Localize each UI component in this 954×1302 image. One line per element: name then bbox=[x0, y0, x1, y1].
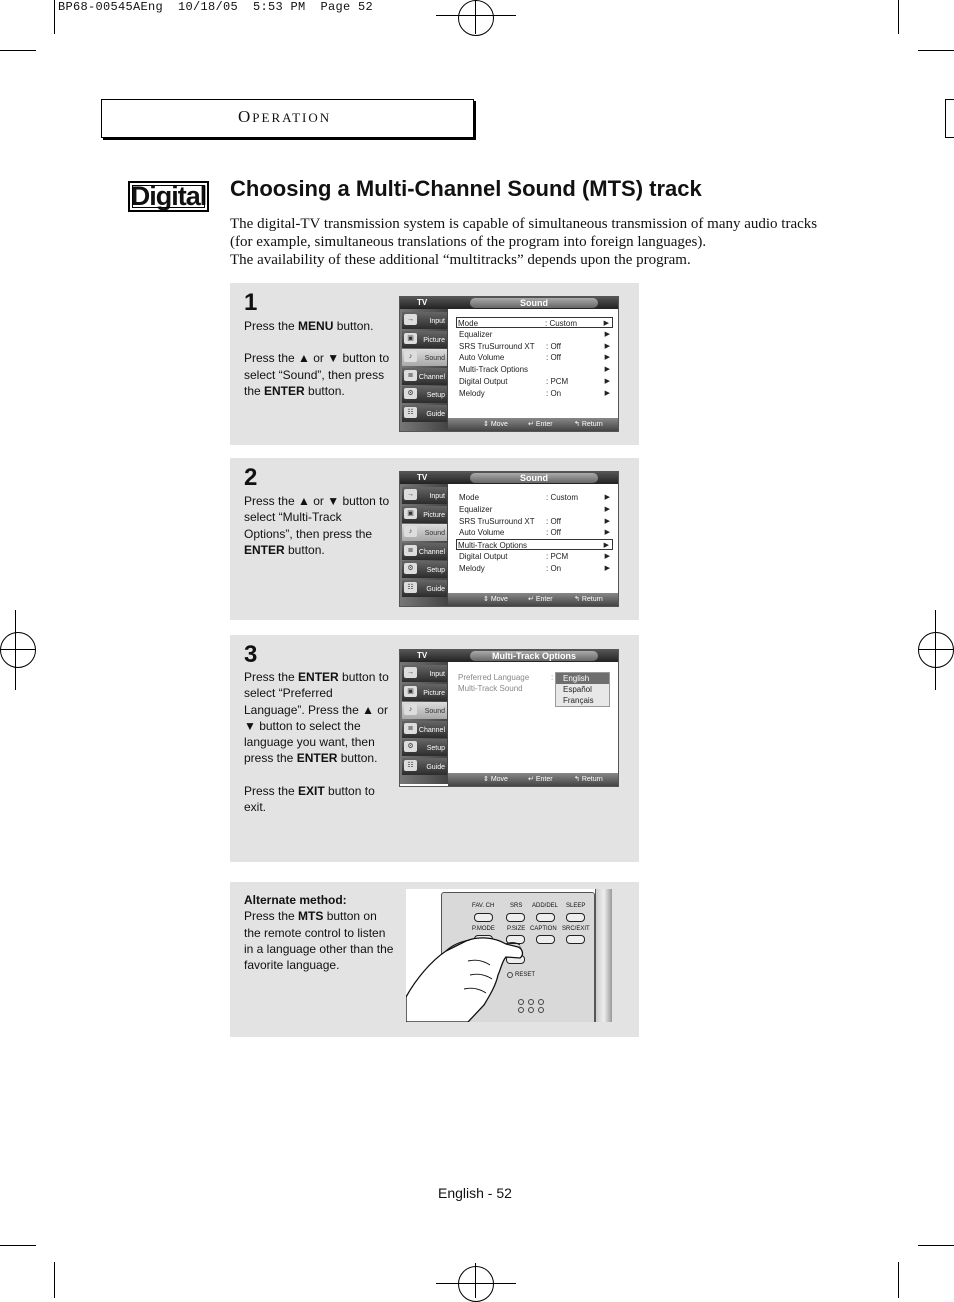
osd-sidebar-label: Guide bbox=[426, 764, 445, 771]
updown-icon: ⇕ bbox=[483, 776, 491, 783]
instruction-text: Press the bbox=[244, 909, 299, 924]
crop-mark bbox=[918, 1245, 954, 1246]
instruction-paragraph bbox=[244, 783, 394, 816]
setup-icon: ⚙ bbox=[404, 388, 417, 399]
osd-row-label: Multi-Track Options bbox=[459, 365, 529, 375]
osd-row-label: Digital Output bbox=[459, 552, 508, 561]
osd-hint-enter bbox=[528, 418, 553, 431]
osd-sidebar-item-picture[interactable] bbox=[402, 331, 447, 348]
instruction-text: button. bbox=[304, 383, 345, 398]
intro-paragraph: The digital-TV transmission system is capable of simultaneous transmission of many audio tracks (for example, simultaneous translations of the program into foreign languages). bbox=[230, 216, 818, 250]
osd-row-label: Mode bbox=[459, 493, 480, 502]
registration-line bbox=[475, 0, 476, 34]
registration-line bbox=[475, 1263, 476, 1298]
instruction-text: button. bbox=[333, 319, 374, 333]
osd-hint-label: Move bbox=[490, 596, 508, 603]
instruction-paragraph bbox=[244, 318, 392, 334]
instruction-text: Press the ▲ or ▼ button to select “Sound”, then press the bbox=[244, 351, 390, 398]
step-instructions bbox=[244, 669, 394, 831]
osd-sidebar-item-channel[interactable] bbox=[402, 368, 447, 385]
osd-sidebar-item-input[interactable] bbox=[402, 665, 447, 682]
arrow-right-icon: ▶ bbox=[603, 542, 609, 550]
enter-icon: ↵ bbox=[528, 421, 536, 428]
osd-menu-row[interactable] bbox=[458, 352, 613, 363]
registration-mark bbox=[458, 0, 494, 36]
osd-sidebar-label: Setup bbox=[426, 392, 445, 400]
osd-hint-label: Return bbox=[581, 776, 603, 783]
registration-line bbox=[0, 649, 36, 650]
osd-row-colon: : bbox=[551, 673, 554, 682]
channel-icon: ≣ bbox=[404, 545, 417, 556]
osd-sidebar-label: Setup bbox=[426, 567, 445, 575]
arrow-right-icon: ▶ bbox=[604, 366, 610, 374]
input-icon: → bbox=[404, 314, 417, 325]
guide-icon: ☷ bbox=[404, 407, 417, 418]
picture-icon: ▣ bbox=[404, 508, 417, 519]
instruction-text: Press the bbox=[244, 319, 299, 333]
osd-title: Multi-Track Options bbox=[470, 651, 598, 661]
step-number: 2 bbox=[244, 464, 258, 491]
osd-menu-row[interactable] bbox=[458, 329, 613, 340]
intro-paragraph: The availability of these additional “multitracks” depends upon the program. bbox=[230, 252, 691, 268]
osd-sidebar-item-input[interactable] bbox=[402, 312, 447, 329]
arrow-right-icon: ▶ bbox=[604, 330, 610, 338]
updown-icon: ⇕ bbox=[483, 596, 491, 603]
osd-menu-row[interactable] bbox=[458, 551, 613, 562]
osd-sidebar-label: Picture bbox=[423, 689, 445, 697]
osd-bottom-bar bbox=[448, 773, 618, 786]
osd-menu-row[interactable] bbox=[456, 539, 613, 550]
osd-tv-label: TV bbox=[417, 298, 428, 307]
input-icon: → bbox=[404, 667, 417, 678]
osd-sidebar-label: Guide bbox=[426, 586, 445, 593]
crop-mark bbox=[918, 50, 954, 51]
osd-preferred-language bbox=[458, 672, 554, 683]
crop-mark bbox=[898, 1262, 899, 1298]
osd-menu-row[interactable] bbox=[458, 527, 613, 538]
crop-mark bbox=[0, 50, 36, 51]
sound-icon: ♪ bbox=[404, 526, 417, 537]
language-option[interactable]: Français bbox=[563, 696, 594, 705]
picture-icon: ▣ bbox=[404, 333, 417, 344]
sound-icon: ♪ bbox=[404, 704, 417, 715]
input-icon: → bbox=[404, 489, 417, 500]
osd-hint-move bbox=[483, 773, 508, 786]
osd-title: Sound bbox=[470, 473, 598, 483]
language-dropdown[interactable] bbox=[555, 672, 610, 707]
osd-sidebar-item-channel[interactable] bbox=[402, 543, 447, 560]
sound-icon: ♪ bbox=[404, 351, 417, 362]
osd-sidebar-label: Sound bbox=[424, 530, 445, 538]
intro-text bbox=[230, 215, 840, 269]
hand-illustration bbox=[406, 889, 612, 1022]
osd-hint-move bbox=[483, 418, 508, 431]
osd-menu-row[interactable] bbox=[458, 364, 613, 375]
remote-label: CAPTION bbox=[530, 926, 557, 932]
osd-row-value: : On bbox=[546, 563, 562, 573]
osd-menu-row[interactable] bbox=[456, 317, 613, 328]
guide-icon: ☷ bbox=[404, 582, 417, 593]
osd-sidebar bbox=[400, 662, 448, 784]
section-label-initial: O bbox=[238, 107, 253, 126]
arrow-right-icon: ▶ bbox=[604, 494, 610, 501]
alternate-body bbox=[244, 909, 393, 972]
osd-menu-row[interactable] bbox=[458, 341, 613, 352]
osd-sidebar-item-picture[interactable] bbox=[402, 684, 447, 701]
arrow-right-icon: ▶ bbox=[603, 320, 609, 327]
osd-hint-return bbox=[574, 593, 603, 606]
osd-menu-row[interactable] bbox=[458, 504, 613, 515]
arrow-right-icon: ▶ bbox=[604, 517, 610, 525]
arrow-right-icon: ▶ bbox=[604, 529, 610, 537]
step-instructions bbox=[244, 493, 392, 574]
remote-illustration bbox=[406, 889, 612, 1022]
enter-icon: ↵ bbox=[528, 596, 536, 603]
arrow-right-icon: ▶ bbox=[604, 553, 610, 560]
page-number: English - 52 bbox=[438, 1185, 512, 1201]
osd-row-label: Auto Volume bbox=[459, 528, 505, 538]
osd-row-value: : PCM bbox=[546, 377, 569, 386]
osd-row-value: : Off bbox=[546, 341, 561, 351]
osd-sidebar-label: Guide bbox=[426, 411, 445, 418]
osd-sidebar-item-guide[interactable] bbox=[402, 758, 447, 775]
osd-row-value: : On bbox=[546, 388, 562, 398]
registration-mark bbox=[918, 632, 954, 668]
osd-sidebar-item-input[interactable] bbox=[402, 487, 447, 504]
registration-mark bbox=[458, 1266, 494, 1302]
instruction-text: button. bbox=[337, 751, 378, 766]
arrow-right-icon: ▶ bbox=[604, 564, 610, 572]
osd-sidebar-label: Input bbox=[429, 493, 445, 500]
osd-row-label: Multi-Track Options bbox=[458, 541, 528, 551]
osd-sidebar-label: Picture bbox=[423, 336, 445, 344]
registration-line bbox=[15, 610, 16, 690]
button-name: MENU bbox=[298, 319, 334, 333]
button-name: EXIT bbox=[298, 783, 325, 798]
instruction-text: button on the remote control to listen in a language other than the favorite language. bbox=[244, 909, 394, 973]
remote-label: RESET bbox=[515, 972, 536, 978]
crop-mark bbox=[54, 1262, 55, 1298]
instruction-text: button to exit. bbox=[244, 783, 375, 815]
osd-hint-enter bbox=[528, 593, 553, 606]
registration-line bbox=[436, 15, 516, 16]
step-number: 3 bbox=[244, 641, 258, 668]
osd-hint-move bbox=[483, 593, 508, 606]
picture-icon: ▣ bbox=[404, 686, 417, 697]
osd-row-value: : Custom bbox=[545, 319, 578, 328]
step-3-panel bbox=[230, 635, 639, 862]
return-icon: ↰ bbox=[574, 776, 582, 783]
osd-sidebar-label: Input bbox=[429, 318, 445, 325]
channel-icon: ≣ bbox=[404, 370, 417, 381]
return-icon: ↰ bbox=[574, 596, 582, 603]
alternate-instructions bbox=[244, 892, 394, 973]
osd-hint-label: Return bbox=[581, 596, 603, 603]
osd-sidebar-label: Channel bbox=[418, 548, 445, 556]
arrow-right-icon: ▶ bbox=[604, 389, 610, 397]
osd-row-label: Mode bbox=[458, 319, 479, 328]
osd-hint-label: Move bbox=[490, 421, 508, 428]
instruction-paragraph bbox=[244, 493, 392, 558]
osd-sidebar-label: Sound bbox=[424, 355, 445, 363]
osd-hint-label: Return bbox=[581, 421, 603, 428]
osd-sound-menu bbox=[399, 296, 619, 432]
osd-tv-label: TV bbox=[417, 473, 428, 482]
osd-row-label: Preferred Language bbox=[458, 673, 530, 682]
osd-row-value: : Off bbox=[546, 353, 561, 363]
step-1-panel bbox=[230, 283, 639, 445]
osd-bottom-bar bbox=[448, 593, 618, 606]
remote-label: P.MODE bbox=[472, 926, 495, 932]
osd-hint-enter bbox=[528, 773, 553, 786]
language-option[interactable]: English bbox=[556, 673, 609, 684]
crop-mark bbox=[54, 0, 55, 34]
osd-row-label: Melody bbox=[459, 388, 485, 398]
print-slug: BP68-00545AEng 10/18/05 5:53 PM Page 52 bbox=[58, 0, 374, 14]
osd-row-value: : Off bbox=[546, 516, 561, 526]
step-instructions bbox=[244, 318, 392, 415]
arrow-right-icon: ▶ bbox=[604, 505, 610, 513]
osd-sidebar-item-setup[interactable] bbox=[402, 561, 447, 578]
osd-sidebar-item-guide[interactable] bbox=[402, 580, 447, 597]
step-number: 1 bbox=[244, 289, 258, 316]
arrow-right-icon: ▶ bbox=[604, 378, 610, 385]
language-option[interactable]: Español bbox=[563, 685, 592, 694]
crop-mark bbox=[0, 1245, 36, 1246]
osd-sidebar-item-sound[interactable] bbox=[402, 349, 447, 366]
digital-badge bbox=[128, 181, 209, 212]
registration-mark bbox=[0, 632, 36, 668]
remote-label: P.SIZE bbox=[507, 926, 526, 932]
page-tab bbox=[945, 99, 954, 138]
instruction-text: button to select “Preferred Language”. Press the ▲ or ▼ button to select the language you want, then press the bbox=[244, 670, 389, 766]
osd-sidebar-item-sound[interactable] bbox=[402, 702, 447, 719]
osd-menu-row[interactable] bbox=[458, 563, 613, 574]
instruction-paragraph bbox=[244, 669, 394, 767]
osd-sidebar-label: Channel bbox=[418, 373, 445, 381]
osd-menu-row[interactable] bbox=[458, 492, 613, 503]
enter-icon: ↵ bbox=[528, 776, 536, 783]
osd-sidebar-item-picture[interactable] bbox=[402, 506, 447, 523]
osd-row-label: Digital Output bbox=[459, 377, 508, 386]
osd-row-value: : Custom bbox=[546, 493, 579, 502]
osd-menu-row[interactable] bbox=[458, 388, 613, 399]
instruction-text: Press the ▲ or ▼ button to select “Multi-Track Options”, then press the bbox=[244, 494, 390, 541]
osd-row-label: SRS TruSurround XT bbox=[459, 341, 535, 351]
instruction-text: button. bbox=[284, 542, 325, 557]
osd-row-value: : PCM bbox=[546, 552, 569, 561]
section-label-rest: PERATION bbox=[252, 110, 332, 125]
remote-label: FAV. CH bbox=[472, 903, 495, 909]
registration-line bbox=[918, 649, 954, 650]
arrow-right-icon: ▶ bbox=[604, 354, 610, 362]
osd-sidebar-item-guide[interactable] bbox=[402, 405, 447, 422]
osd-hint-label: Enter bbox=[535, 596, 553, 603]
guide-icon: ☷ bbox=[404, 760, 417, 771]
osd-row-label: Equalizer bbox=[459, 329, 493, 339]
button-name: ENTER bbox=[296, 751, 338, 766]
osd-row-label: SRS TruSurround XT bbox=[459, 516, 535, 526]
osd-tv-label: TV bbox=[417, 651, 428, 660]
step-2-panel bbox=[230, 458, 639, 620]
osd-sidebar bbox=[400, 484, 448, 606]
osd-hint-label: Move bbox=[490, 776, 508, 783]
return-icon: ↰ bbox=[574, 421, 582, 428]
remote-label: SRS bbox=[510, 903, 523, 909]
osd-sidebar-label: Setup bbox=[426, 745, 445, 753]
crop-mark bbox=[898, 0, 899, 34]
alternate-panel bbox=[230, 882, 639, 1037]
osd-mts-menu bbox=[399, 649, 619, 787]
osd-sidebar-label: Sound bbox=[424, 708, 445, 716]
alternate-heading: Alternate method: bbox=[244, 893, 347, 907]
remote-label: ADD/DEL bbox=[532, 903, 559, 909]
osd-title: Sound bbox=[470, 298, 598, 308]
osd-sidebar bbox=[400, 309, 448, 431]
osd-menu-row[interactable] bbox=[458, 516, 613, 527]
channel-icon: ≣ bbox=[404, 723, 417, 734]
osd-hint-label: Enter bbox=[535, 776, 553, 783]
section-label bbox=[238, 107, 331, 127]
osd-sound-menu bbox=[399, 471, 619, 607]
osd-hint-return bbox=[574, 773, 603, 786]
osd-row-label: Equalizer bbox=[459, 504, 493, 514]
osd-sidebar-item-channel[interactable] bbox=[402, 721, 447, 738]
digital-badge-label: Digital bbox=[130, 181, 207, 211]
osd-menu-row[interactable] bbox=[458, 376, 613, 387]
button-name: ENTER bbox=[298, 670, 339, 684]
osd-sidebar-label: Channel bbox=[418, 726, 445, 734]
setup-icon: ⚙ bbox=[404, 741, 417, 752]
osd-sidebar-item-setup[interactable] bbox=[402, 386, 447, 403]
osd-hint-return bbox=[574, 418, 603, 431]
osd-row-value: : Off bbox=[546, 528, 561, 538]
osd-sidebar-item-setup[interactable] bbox=[402, 739, 447, 756]
instruction-text: Press the bbox=[244, 670, 299, 684]
instruction-text: Press the bbox=[244, 783, 299, 798]
arrow-right-icon: ▶ bbox=[604, 342, 610, 350]
remote-label: SRC/EXIT bbox=[562, 926, 590, 932]
registration-line bbox=[935, 610, 936, 690]
osd-bottom-bar bbox=[448, 418, 618, 431]
osd-multitrack-sound: Multi-Track Sound bbox=[458, 684, 523, 693]
osd-row-label: Auto Volume bbox=[459, 353, 505, 363]
osd-sidebar-item-sound[interactable] bbox=[402, 524, 447, 541]
page-title: Choosing a Multi-Channel Sound (MTS) track bbox=[230, 176, 702, 201]
registration-line bbox=[436, 1283, 516, 1284]
button-name: ENTER bbox=[244, 542, 285, 557]
instruction-paragraph bbox=[244, 350, 392, 399]
button-name: MTS bbox=[298, 909, 324, 924]
osd-row-label: Melody bbox=[459, 563, 485, 573]
osd-sidebar-label: Picture bbox=[423, 511, 445, 519]
osd-sidebar-label: Input bbox=[429, 671, 445, 678]
updown-icon: ⇕ bbox=[483, 421, 491, 428]
button-name: ENTER bbox=[264, 383, 305, 398]
remote-label: SLEEP bbox=[566, 903, 586, 909]
osd-hint-label: Enter bbox=[535, 421, 553, 428]
setup-icon: ⚙ bbox=[404, 563, 417, 574]
